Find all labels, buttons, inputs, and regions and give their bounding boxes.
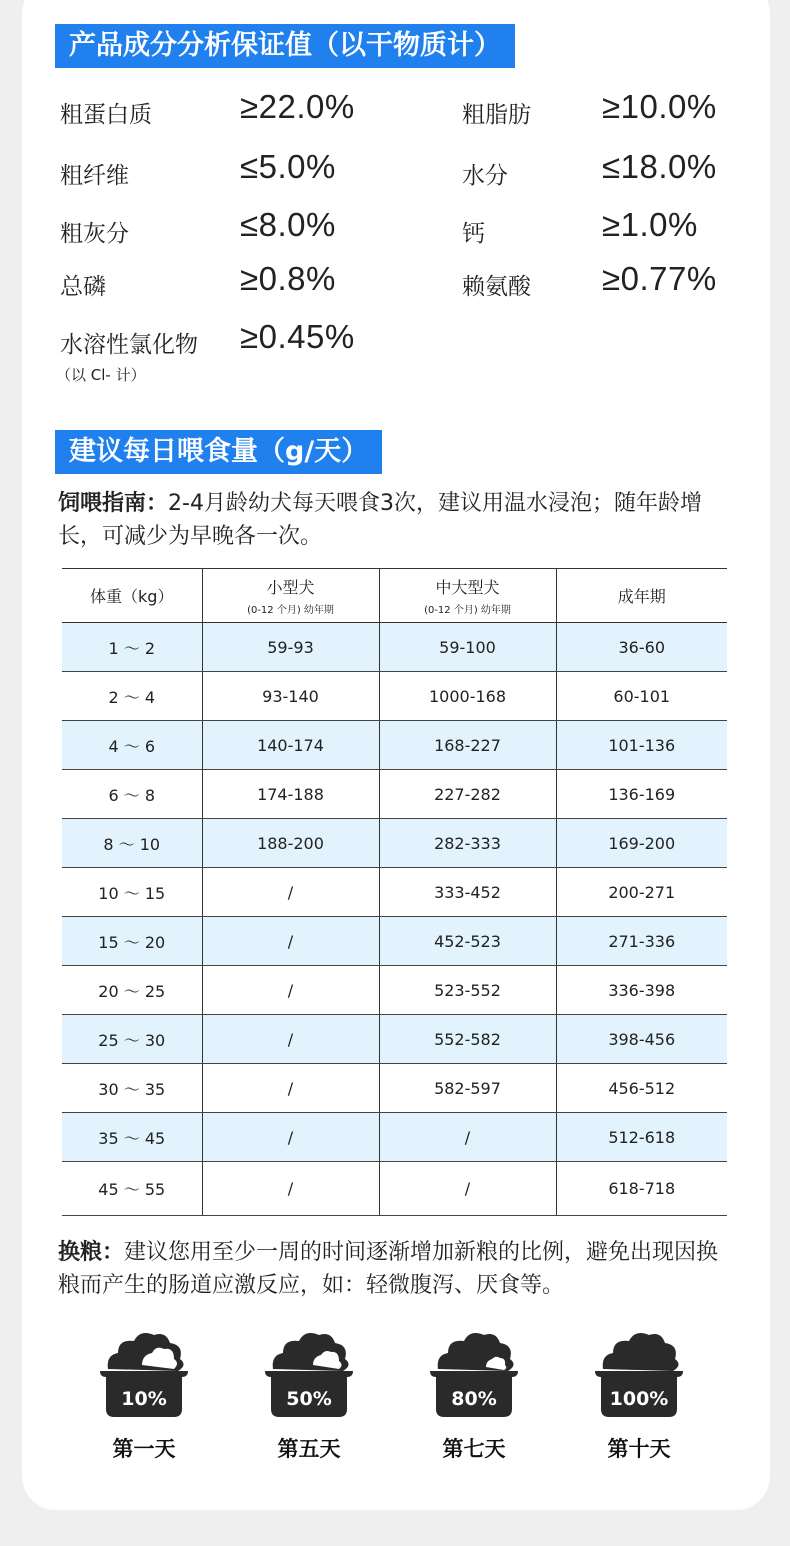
- nutrient-name: 水分: [462, 163, 508, 189]
- switching-steps: [0, 1325, 790, 1465]
- table-cell: 512-618: [556, 1113, 727, 1162]
- feeding-guide: [58, 487, 738, 553]
- table-cell: 60-101: [556, 672, 727, 721]
- table-cell: 20 ～ 25: [62, 966, 202, 1015]
- food-bowl-icon: [94, 1325, 194, 1419]
- table-row: [62, 868, 727, 917]
- header-large-dog: 中大型犬 (0-12 个月) 幼年期: [379, 569, 556, 623]
- table-cell: 552-582: [379, 1015, 556, 1064]
- table-row: [62, 721, 727, 770]
- nutrient-value: ≤5.0%: [240, 148, 336, 185]
- feeding-guide-text: 2-4月龄幼犬每天喂食3次，建议用温水浸泡；随年龄增长，可减少为早晚各一次。: [58, 491, 702, 549]
- analysis-section-title: 产品成分分析保证值（以干物质计）: [55, 24, 515, 68]
- table-cell: 169-200: [556, 819, 727, 868]
- switching-label: 换粮：: [58, 1240, 125, 1265]
- table-cell: /: [379, 1113, 556, 1162]
- feeding-table: [62, 568, 727, 1216]
- table-cell: 10 ～ 15: [62, 868, 202, 917]
- nutrient-name: 粗灰分: [60, 221, 129, 247]
- nutrient-value: ≥0.8%: [240, 260, 336, 297]
- step-day-label: 第五天: [277, 1437, 341, 1461]
- table-row: [62, 917, 727, 966]
- switch-step: [424, 1325, 524, 1463]
- table-row: [62, 623, 727, 672]
- table-row: [62, 770, 727, 819]
- table-cell: 168-227: [379, 721, 556, 770]
- bowl-percent-label: 80%: [451, 1388, 497, 1410]
- nutrient-value: ≤18.0%: [602, 148, 717, 185]
- step-day-label: 第十天: [607, 1437, 671, 1461]
- table-cell: 30 ～ 35: [62, 1064, 202, 1113]
- table-cell: 140-174: [202, 721, 379, 770]
- switching-text: 建议您用至少一周的时间逐渐增加新粮的比例，避免出现因换粮而产生的肠道应激反应，如：轻微腹泻、厌食等。: [58, 1240, 719, 1298]
- table-cell: 398-456: [556, 1015, 727, 1064]
- switch-step: [259, 1325, 359, 1463]
- table-cell: 25 ～ 30: [62, 1015, 202, 1064]
- table-cell: 136-169: [556, 770, 727, 819]
- nutrient-name: 粗纤维: [60, 163, 129, 189]
- table-cell: 59-93: [202, 623, 379, 672]
- table-cell: /: [202, 868, 379, 917]
- table-cell: 456-512: [556, 1064, 727, 1113]
- table-cell: 200-271: [556, 868, 727, 917]
- table-cell: 6 ～ 8: [62, 770, 202, 819]
- bowl-percent-label: 10%: [121, 1388, 167, 1410]
- nutrient-value: ≥1.0%: [602, 206, 698, 243]
- table-cell: 282-333: [379, 819, 556, 868]
- table-cell: 36-60: [556, 623, 727, 672]
- nutrient-value: ≤8.0%: [240, 206, 336, 243]
- table-cell: /: [202, 1113, 379, 1162]
- nutrient-value: ≥0.45%: [240, 318, 355, 355]
- table-cell: 582-597: [379, 1064, 556, 1113]
- table-row: [62, 819, 727, 868]
- table-cell: /: [202, 1162, 379, 1216]
- table-cell: /: [202, 917, 379, 966]
- header-small-dog: 小型犬 (0-12 个月) 幼年期: [202, 569, 379, 623]
- nutrient-value: ≥0.77%: [602, 260, 717, 297]
- nutrient-name: 赖氨酸: [462, 274, 531, 300]
- step-day-label: 第七天: [442, 1437, 506, 1461]
- table-row: [62, 1113, 727, 1162]
- switch-step: [94, 1325, 194, 1463]
- table-cell: /: [202, 966, 379, 1015]
- table-cell: 4 ～ 6: [62, 721, 202, 770]
- nutrient-name: 水溶性氯化物: [60, 332, 198, 358]
- switching-note: [58, 1236, 738, 1302]
- table-cell: 8 ～ 10: [62, 819, 202, 868]
- table-cell: 1 ～ 2: [62, 623, 202, 672]
- header-adult: 成年期: [556, 569, 727, 623]
- table-cell: 15 ～ 20: [62, 917, 202, 966]
- feeding-section-title: 建议每日喂食量（g/天）: [55, 430, 382, 474]
- table-cell: 618-718: [556, 1162, 727, 1216]
- table-row: [62, 966, 727, 1015]
- table-header-row: [62, 569, 727, 623]
- table-cell: 523-552: [379, 966, 556, 1015]
- table-row: [62, 1162, 727, 1216]
- table-cell: 188-200: [202, 819, 379, 868]
- bowl-percent-label: 100%: [609, 1388, 669, 1410]
- header-weight: 体重（kg）: [62, 569, 202, 623]
- table-cell: 333-452: [379, 868, 556, 917]
- table-cell: 271-336: [556, 917, 727, 966]
- table-cell: 45 ～ 55: [62, 1162, 202, 1216]
- table-cell: 2 ～ 4: [62, 672, 202, 721]
- table-cell: 59-100: [379, 623, 556, 672]
- table-cell: /: [202, 1015, 379, 1064]
- nutrient-value: ≥22.0%: [240, 88, 355, 125]
- table-cell: 101-136: [556, 721, 727, 770]
- table-cell: 1000-168: [379, 672, 556, 721]
- nutrient-name: 钙: [462, 221, 485, 247]
- table-cell: 227-282: [379, 770, 556, 819]
- nutrient-name: 粗脂肪: [462, 102, 531, 128]
- table-cell: /: [379, 1162, 556, 1216]
- feeding-guide-label: 饲喂指南：: [58, 491, 169, 516]
- table-cell: 174-188: [202, 770, 379, 819]
- table-cell: 452-523: [379, 917, 556, 966]
- table-row: [62, 1015, 727, 1064]
- table-row: [62, 672, 727, 721]
- nutrient-value: ≥10.0%: [602, 88, 717, 125]
- switch-step: [589, 1325, 689, 1463]
- table-cell: 35 ～ 45: [62, 1113, 202, 1162]
- table-row: [62, 1064, 727, 1113]
- table-cell: 93-140: [202, 672, 379, 721]
- food-bowl-icon: [259, 1325, 359, 1419]
- nutrient-note: （以 Cl- 计）: [56, 366, 146, 384]
- step-day-label: 第一天: [112, 1437, 176, 1461]
- nutrient-name: 总磷: [60, 274, 106, 300]
- table-cell: 336-398: [556, 966, 727, 1015]
- bowl-percent-label: 50%: [286, 1388, 332, 1410]
- nutrient-name: 粗蛋白质: [60, 102, 152, 128]
- food-bowl-icon: [589, 1325, 689, 1419]
- table-cell: /: [202, 1064, 379, 1113]
- food-bowl-icon: [424, 1325, 524, 1419]
